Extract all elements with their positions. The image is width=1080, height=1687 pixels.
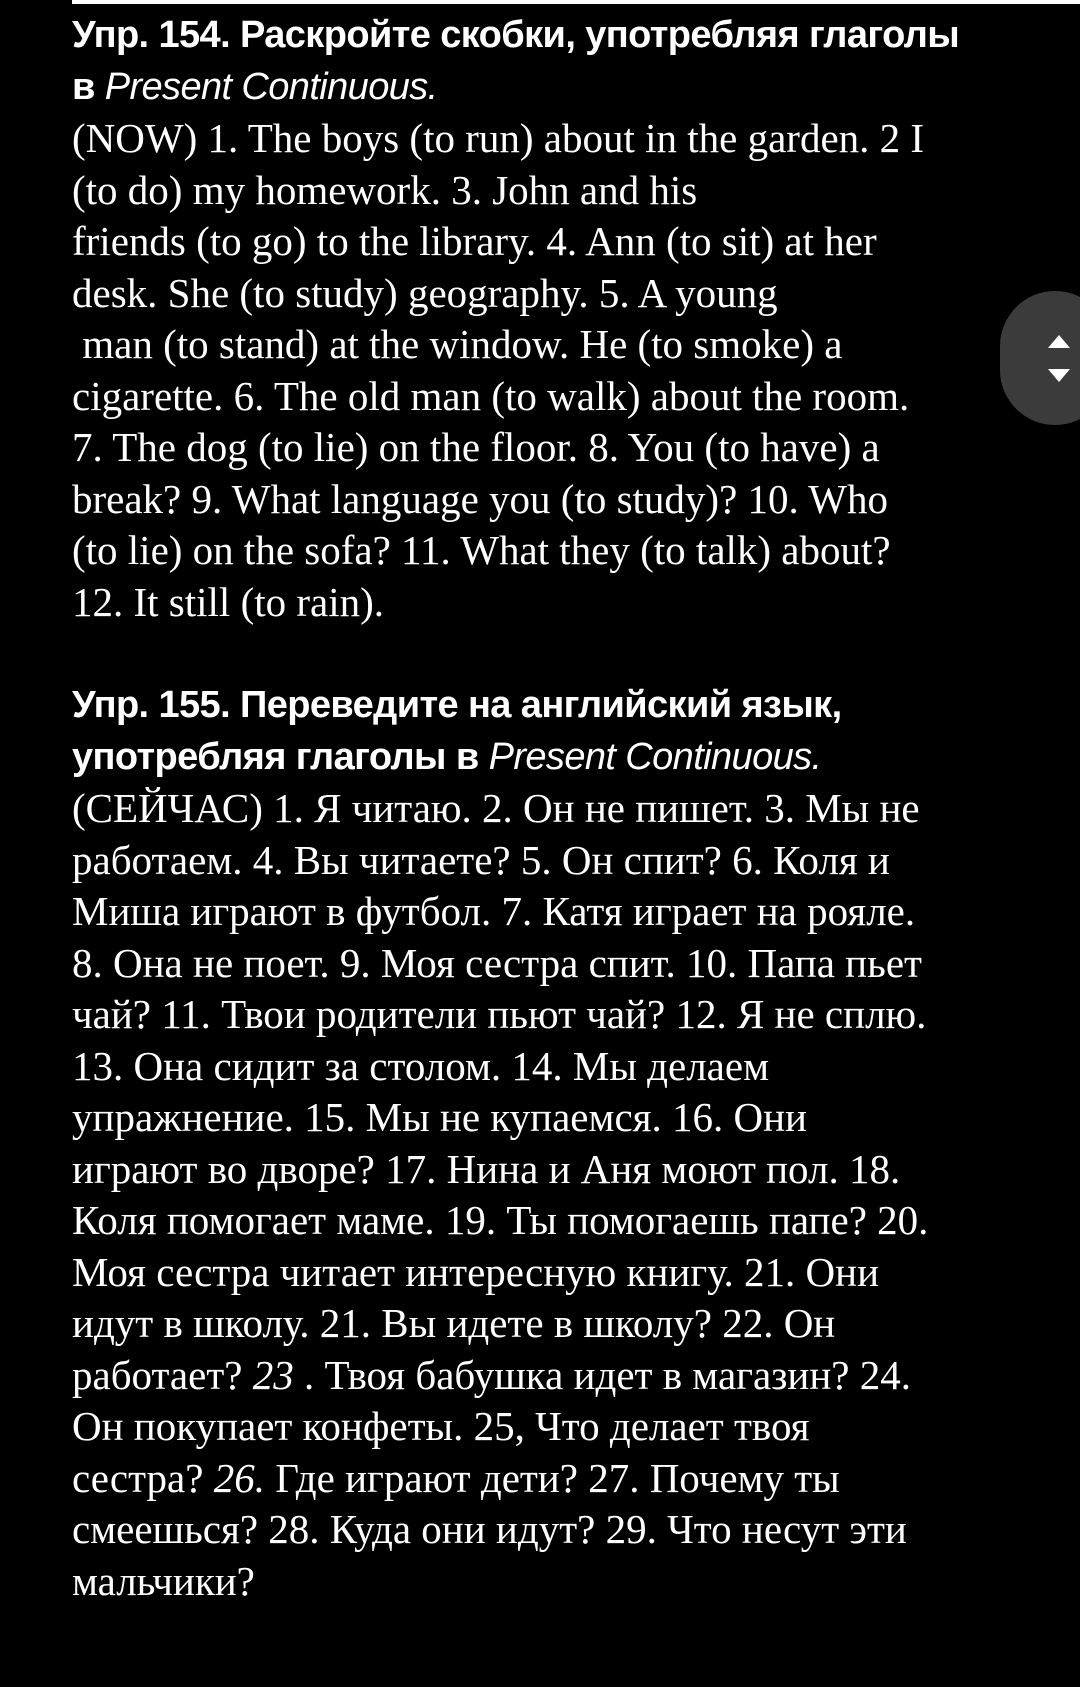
exercise-155-line: 8. Она не поет. 9. Моя сестра спит. 10. Папа пьет [72,939,922,986]
exercise-155-line-23 [72,1350,1017,1402]
triangle-up-icon [1048,335,1070,348]
exercise-154-title-line-1: Упр. 154. Раскройте скобки, употребляя глаголы [72,14,960,56]
exercise-155-line: чай? 11. Твои родители пьют чай? 12. Я не сплю. [72,991,927,1037]
line-26-italic-number: 26. [213,1454,265,1501]
fast-scroll-handle[interactable] [1000,291,1080,425]
exercise-154-title-line-2 [72,62,1017,114]
exercise-155-title-line-1: Упр. 155. Переведите на английский язык, [72,684,842,726]
exercise-155 [72,680,1017,1607]
exercise-154-title-italic: Present Continuous. [104,65,438,108]
exercise-155-line: идут в школу. 21. Вы идете в школу? 22. Он [72,1300,836,1346]
exercise-155-line: Коля помогает маме. 19. Ты помогаешь папе? 20. [72,1197,929,1243]
exercise-155-line: Он покупает конфеты. 25, Что делает твоя [72,1403,810,1449]
line-26-post: Где играют дети? 27. Почему ты [264,1454,840,1501]
top-divider [72,0,1080,4]
exercise-154-line: break? 9. What language you (to study)? 10. Who [72,475,888,522]
exercise-154-line: (to do) my homework. 3. John and his [72,166,698,213]
exercise-155-line: Моя сестра читает интересную книгу. 21. Они [72,1248,880,1295]
exercise-155-line: смеешься? 28. Куда они идут? 29. Что несут эти [72,1506,907,1552]
exercise-154-line: 12. It still (to rain). [72,578,385,625]
document-body [72,10,1017,1607]
exercise-154-line: cigarette. 6. The old man (to walk) about the room. [72,372,910,419]
exercise-154 [72,10,1017,628]
exercise-155-title-prefix: употребляя глаголы в [72,735,489,778]
line-23-pre: работает? [72,1351,253,1398]
exercise-155-line: Миша играют в футбол. 7. Катя играет на рояле. [72,888,916,934]
line-23-italic-number: 23 [252,1351,294,1398]
exercise-155-line: 13. Она сидит за столом. 14. Мы делаем [72,1042,770,1089]
exercise-155-title-italic: Present Continuous. [488,735,822,778]
exercise-154-line: man (to stand) at the window. He (to smoke) a [72,321,843,367]
exercise-154-line: friends (to go) to the library. 4. Ann (to sit) at her [72,218,877,264]
exercise-154-line: (to lie) on the sofa? 11. What they (to talk) about? [72,527,891,573]
exercise-154-line: (NOW) 1. The boys (to run) about in the garden. 2 I [72,115,925,161]
exercise-155-line: упражнение. 15. Мы не купаемся. 16. Они [72,1094,807,1140]
exercise-155-line: мальчики? [72,1557,255,1604]
exercise-155-title-line-2 [72,732,1017,784]
exercise-155-line-26 [72,1453,1017,1505]
line-26-pre: сестра? [72,1454,214,1501]
exercise-154-line: desk. She (to study) geography. 5. A young [72,269,778,316]
exercise-155-line: (СЕЙЧАС) 1. Я читаю. 2. Он не пишет. 3. Мы не [72,785,920,831]
exercise-154-title-prefix: в [72,65,105,108]
exercise-154-line: 7. The dog (to lie) on the floor. 8. You (to have) a [72,424,880,470]
line-23-post: . Твоя бабушка идет в магазин? 24. [293,1351,911,1398]
exercise-155-line: играют во дворе? 17. Нина и Аня моют пол. 18. [72,1145,901,1192]
triangle-down-icon [1048,369,1070,382]
exercise-155-line: работаем. 4. Вы читаете? 5. Он спит? 6. Коля и [72,836,890,883]
